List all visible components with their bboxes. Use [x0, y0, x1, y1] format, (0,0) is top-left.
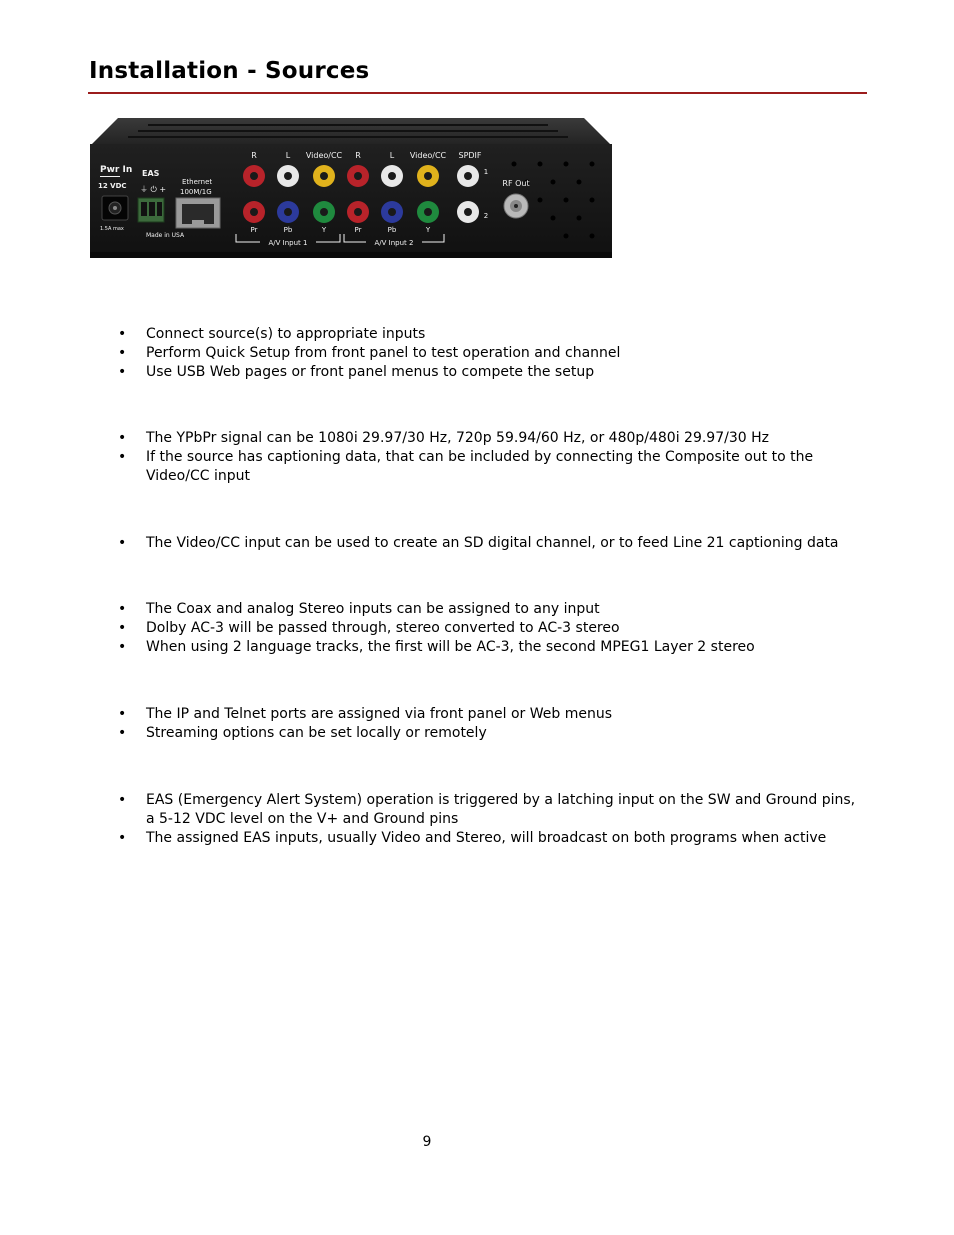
vdc-label: 12 VDC [98, 182, 127, 190]
pb1-label: Pb [283, 226, 293, 234]
section-4-list [0, 600, 866, 657]
rf-out-label: RF Out [502, 179, 530, 188]
device-rear-panel-image [88, 116, 614, 260]
section-6-list [0, 791, 866, 848]
list-item: • The IP and Telnet ports are assigned via front panel or Web menus [118, 706, 612, 722]
av-input-2-label: A/V Input 2 [374, 239, 414, 247]
section-2-list [0, 429, 866, 486]
made-in-label: Made in USA [146, 232, 185, 239]
list-item: • The YPbPr signal can be 1080i 29.97/30 Hz, 720p 59.94/60 Hz, or 480p/480i 29.97/30 Hz [118, 430, 769, 446]
y2-label: Y [425, 226, 431, 234]
video-cc1-label: Video/CC [305, 151, 343, 160]
spdif-2-label: 2 [483, 212, 489, 220]
list-item: • EAS (Emergency Alert System) operation is triggered by a latching input on the SW and Ground pins, a 5-12 VDC level on the V+ and Ground pins [118, 792, 856, 827]
list-item: • Streaming options can be set locally or remotely [118, 725, 487, 741]
section-1-list [0, 325, 866, 382]
list-item: • The Video/CC input can be used to create an SD digital channel, or to feed Line 21 captioning data [118, 535, 839, 551]
title-rule [88, 92, 867, 94]
section-3-list [0, 534, 866, 553]
amp-label: 1.5A max [100, 226, 124, 232]
pr1-label: Pr [250, 226, 258, 234]
l2-label: L [389, 151, 395, 160]
spdif-1-label: 1 [483, 168, 489, 176]
section-5-list [0, 705, 866, 743]
page-number: 9 [422, 1134, 432, 1150]
list-item: • If the source has captioning data, that can be included by connecting the Composite out to the Video/CC input [118, 449, 814, 484]
ethernet-speed-label: 100M/1G [180, 188, 212, 196]
ethernet-label: Ethernet [182, 178, 213, 186]
pb2-label: Pb [387, 226, 397, 234]
list-item: • Dolby AC-3 will be passed through, stereo converted to AC-3 stereo [118, 620, 620, 636]
page-title: Installation - Sources [89, 58, 370, 84]
pwr-in-label: Pwr In [100, 165, 133, 175]
list-item: • The Coax and analog Stereo inputs can be assigned to any input [118, 601, 600, 617]
r1-label: R [251, 151, 257, 160]
r2-label: R [355, 151, 361, 160]
list-item: • Use USB Web pages or front panel menus to compete the setup [118, 364, 595, 380]
list-item: • The assigned EAS inputs, usually Video and Stereo, will broadcast on both programs when active [118, 830, 827, 846]
eas-pins-label: ⏚ ⏻ + [140, 185, 167, 194]
list-item: • Perform Quick Setup from front panel to test operation and channel [118, 345, 621, 361]
y1-label: Y [321, 226, 327, 234]
av-input-1-label: A/V Input 1 [268, 239, 308, 247]
eas-label: EAS [142, 169, 160, 178]
list-item: • When using 2 language tracks, the first will be AC-3, the second MPEG1 Layer 2 stereo [118, 639, 755, 655]
list-item: • Connect source(s) to appropriate inputs [118, 326, 426, 342]
spdif-label: SPDIF [458, 151, 482, 160]
video-cc2-label: Video/CC [409, 151, 447, 160]
pr2-label: Pr [354, 226, 362, 234]
l1-label: L [285, 151, 291, 160]
